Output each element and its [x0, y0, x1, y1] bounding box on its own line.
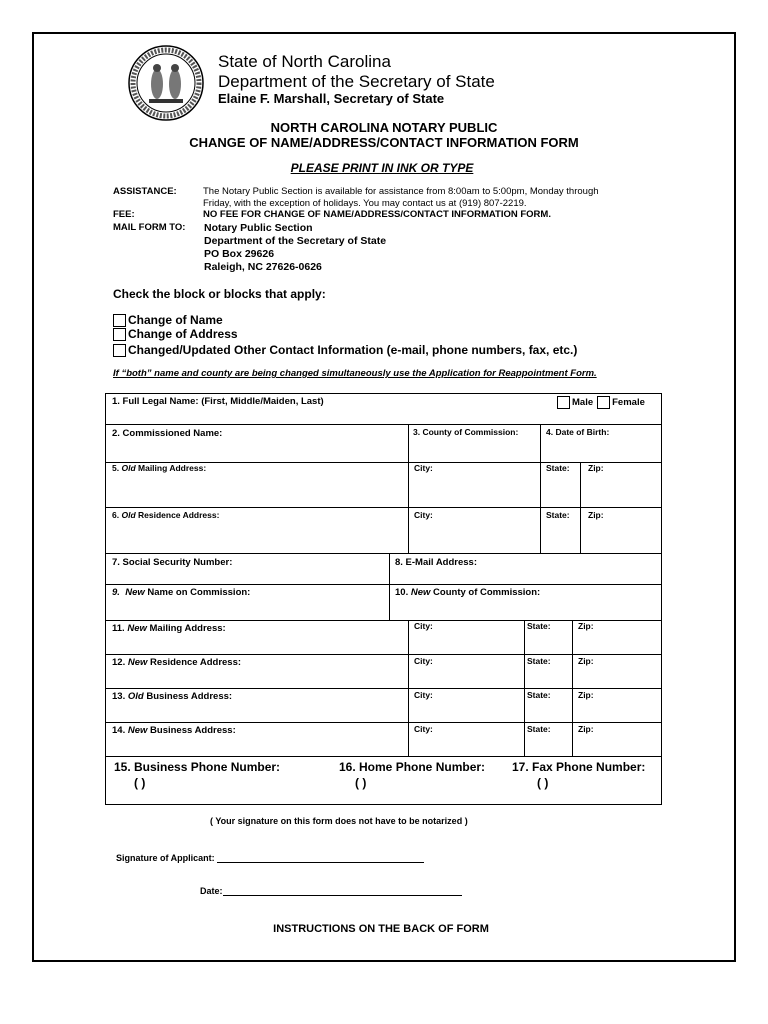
mail-line: Raleigh, NC 27626-0626: [204, 261, 322, 273]
field-qualifier: Old: [127, 691, 144, 702]
print-note: PLEASE PRINT IN INK OR TYPE: [290, 161, 474, 175]
female-label: Female: [612, 397, 645, 408]
new-label: New: [410, 587, 431, 598]
field-qualifier: New: [127, 657, 148, 668]
zip-label: Zip:: [578, 724, 594, 734]
new-residence-address-label: [112, 657, 241, 668]
city-label: City:: [414, 463, 433, 473]
header-secretary: Elaine F. Marshall, Secretary of State: [218, 91, 445, 106]
form-grid: [105, 393, 662, 805]
signature-row: [116, 851, 424, 863]
checkbox[interactable]: [113, 328, 126, 341]
state-label: State:: [527, 690, 551, 700]
instructions-note: INSTRUCTIONS ON THE BACK OF FORM: [273, 923, 489, 935]
new-name-label: [112, 587, 250, 598]
commissioned-name-label: 2. Commissioned Name:: [112, 428, 223, 439]
check-option-address[interactable]: [113, 327, 238, 341]
field-number: 13.: [112, 691, 126, 702]
header-department: Department of the Secretary of State: [218, 72, 495, 91]
city-label: City:: [414, 656, 433, 666]
county-commission-label: 3. County of Commission:: [413, 427, 519, 437]
zip-label: Zip:: [588, 463, 604, 473]
new-business-address-label: [112, 725, 236, 736]
old-mailing-address-label: [112, 463, 206, 473]
field-number: 11.: [112, 623, 125, 634]
business-phone-parens[interactable]: ( ): [134, 776, 146, 790]
check-option-label: Changed/Updated Other Contact Information (e-mail, phone numbers, fax, etc.): [128, 343, 578, 357]
fax-phone-label: 17. Fax Phone Number:: [512, 760, 646, 774]
field-label: Name on Commission:: [147, 587, 251, 598]
state-label: State:: [527, 621, 551, 631]
zip-label: Zip:: [588, 510, 604, 520]
city-label: City:: [414, 621, 433, 631]
header-state: State of North Carolina: [218, 52, 391, 71]
fax-phone-parens[interactable]: ( ): [537, 776, 549, 790]
field-number: 10.: [395, 587, 409, 598]
new-mailing-address-label: [112, 623, 226, 634]
field-number: 5.: [112, 463, 120, 473]
email-label: 8. E-Mail Address:: [395, 557, 478, 568]
home-phone-parens[interactable]: ( ): [355, 776, 367, 790]
old-label: Old: [121, 510, 136, 520]
female-checkbox[interactable]: [597, 396, 610, 409]
check-option-label: Change of Name: [128, 313, 223, 327]
male-checkbox[interactable]: [557, 396, 570, 409]
mail-line: Department of the Secretary of State: [204, 235, 387, 247]
checkbox[interactable]: [113, 314, 126, 327]
field-label: County of Commission:: [433, 587, 541, 598]
check-option-label: Change of Address: [128, 327, 238, 341]
zip-label: Zip:: [578, 656, 594, 666]
zip-label: Zip:: [578, 621, 594, 631]
signature-label: Signature of Applicant:: [116, 853, 215, 863]
check-prompt: Check the block or blocks that apply:: [113, 287, 326, 301]
home-phone-label: 16. Home Phone Number:: [339, 760, 486, 774]
state-label: State:: [546, 463, 570, 473]
assistance-line2: Friday, with the exception of holidays. You may contact us at (919) 807-2219.: [203, 198, 527, 209]
field-label: Business Address:: [146, 691, 233, 702]
form-title-line1: NORTH CAROLINA NOTARY PUBLIC: [270, 120, 498, 135]
old-business-address-label: [112, 691, 232, 702]
city-label: City:: [414, 510, 433, 520]
ssn-label: 7. Social Security Number:: [112, 557, 233, 568]
mail-line: Notary Public Section: [204, 222, 313, 234]
field-label: Residence Address:: [150, 657, 242, 668]
full-legal-name-label: 1. Full Legal Name: (First, Middle/Maiden, Last): [112, 396, 324, 407]
new-label: New: [125, 587, 145, 598]
field-label: Mailing Address:: [138, 463, 207, 473]
field-qualifier: New: [127, 725, 148, 736]
mail-line: PO Box 29626: [204, 248, 275, 260]
notarize-note: ( Your signature on this form does not have to be notarized ): [210, 816, 468, 826]
field-number: 14.: [112, 725, 126, 736]
field-number: 12.: [112, 657, 126, 668]
check-option-name[interactable]: [113, 313, 223, 327]
male-label: Male: [572, 397, 594, 408]
state-label: State:: [546, 510, 570, 520]
date-of-birth-label: 4. Date of Birth:: [546, 427, 610, 437]
date-label: Date:: [200, 886, 223, 896]
form-title-line2: CHANGE OF NAME/ADDRESS/CONTACT INFORMATION FORM: [189, 135, 579, 150]
fee-text: NO FEE FOR CHANGE OF NAME/ADDRESS/CONTACT INFORMATION FORM.: [203, 209, 551, 220]
city-label: City:: [414, 724, 433, 734]
zip-label: Zip:: [578, 690, 594, 700]
gender-options: [557, 396, 645, 409]
business-phone-label: 15. Business Phone Number:: [114, 760, 281, 774]
date-row: [200, 884, 462, 896]
date-line[interactable]: [223, 884, 462, 896]
reappointment-note: If “both” name and county are being changed simultaneously use the Application for Reappointment Form.: [113, 368, 597, 379]
field-label: Mailing Address:: [149, 623, 226, 634]
check-option-contact[interactable]: [113, 343, 577, 357]
old-label: Old: [121, 463, 136, 473]
state-seal-icon: [127, 44, 205, 122]
field-label: Business Address:: [150, 725, 236, 736]
fee-label: FEE:: [113, 209, 135, 220]
checkbox[interactable]: [113, 344, 126, 357]
mail-label: MAIL FORM TO:: [113, 222, 186, 233]
old-residence-address-label: [112, 510, 219, 520]
field-number: 9.: [112, 587, 120, 598]
new-county-label: [395, 587, 540, 598]
field-label: Residence Address:: [138, 510, 220, 520]
signature-line[interactable]: [217, 851, 424, 863]
assistance-line1: The Notary Public Section is available for assistance from 8:00am to 5:00pm, Monday through: [203, 186, 599, 197]
state-label: State:: [527, 656, 551, 666]
field-number: 6.: [112, 510, 120, 520]
state-label: State:: [527, 724, 551, 734]
city-label: City:: [414, 690, 433, 700]
field-qualifier: New: [127, 623, 147, 634]
assistance-label: ASSISTANCE:: [113, 186, 177, 197]
